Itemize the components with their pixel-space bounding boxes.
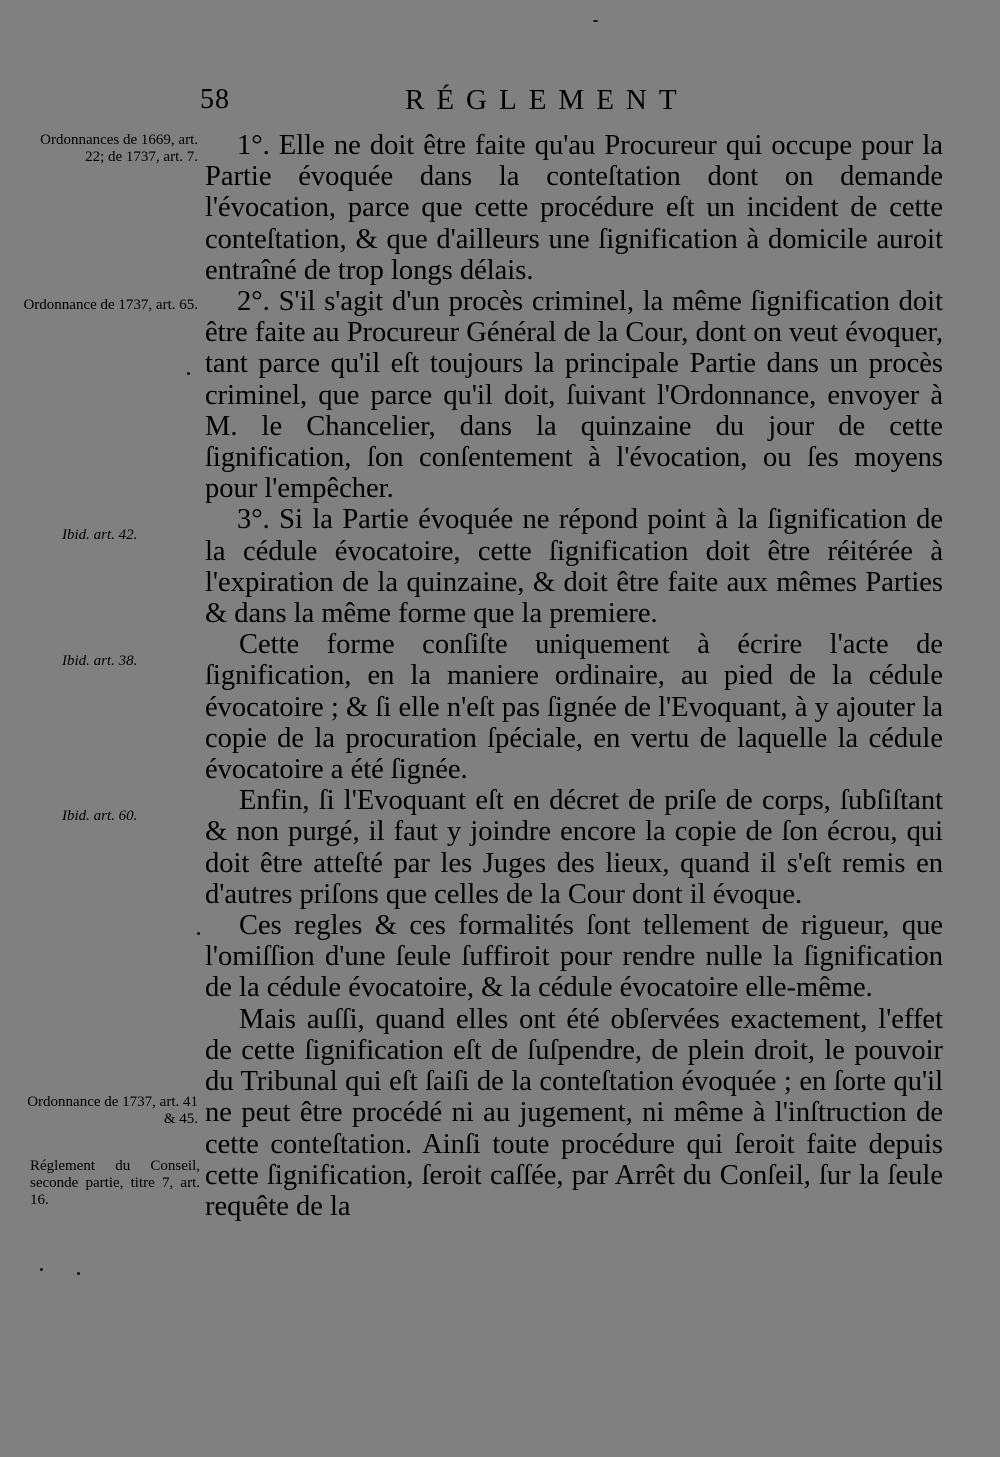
page-number: 58: [200, 84, 230, 115]
paragraph-5: Enfin, ſi l'Evoquant eſt en décret de priſe de corps, ſubſiſtant & non purgé, il faut y joindre encore la copie de ſon écrou, qui doit être atteſté par les Juges des lieux, quand il s'eſt remis en d'autres priſons que celles de la Cour dont il évoque.: [205, 785, 943, 910]
margin-note-ordonnance-1737-65: Ordonnance de 1737, art. 65.: [23, 297, 198, 313]
running-title: RÉGLEMENT: [405, 84, 689, 116]
stray-mark: [593, 20, 598, 22]
main-text: [205, 130, 943, 1222]
stray-mark: [187, 372, 190, 375]
margin-note-ibid-38: Ibid. art. 38.: [62, 653, 138, 669]
paragraph-3: 3°. Si la Partie évoquée ne répond point à la ſignification de la cédule évocatoire, cette ſignification doit être réitérée à l'expiration de la quinzaine, & doit être faite aux mêmes Parties & dans la même forme que la premiere.: [205, 504, 943, 630]
stray-mark: [197, 932, 200, 935]
margin-note-reglement-conseil: Réglement du Conseil, seconde partie, titre 7, art. 16.: [30, 1158, 200, 1208]
stray-mark: [77, 1272, 80, 1275]
paragraph-7: Mais auſſi, quand elles ont été obſervées exactement, l'effet de cette ſignification eſt de ſuſpendre, de plein droit, le pouvoir du Tribunal qui eſt ſaiſi de la conteſtation évoquée ; en ſorte qu'il ne peut être procédé ni au jugement, ni même à l'inſtruction de cette conteſtation. Ainſi toute procédure qui ſeroit faite depuis cette ſignification, ſeroit caſſée, par Arrêt du Conſeil, ſur la ſeule requête de la: [205, 1003, 943, 1222]
paragraph-4: Cette forme conſiſte uniquement à écrire l'acte de ſignification, en la maniere ordinaire, au pied de la cédule évocatoire ; & ſi elle n'eſt pas ſignée de l'Evoquant, à y ajouter la copie de la procuration ſpéciale, en vertu de laquelle la cédule évocatoire a été ſignée.: [205, 629, 943, 786]
margin-note-ibid-60: Ibid. art. 60.: [62, 808, 138, 824]
margin-note-ordonnance-1737-41-45: Ordonnance de 1737, art. 41 & 45.: [27, 1094, 198, 1127]
paragraph-2: 2°. S'il s'agit d'un procès criminel, la même ſignification doit être faite au Procureur Général de la Cour, dont on veut évoquer, tant parce qu'il eſt toujours la principale Partie dans un procès criminel, que parce qu'il doit, ſuivant l'Ordonnance, envoyer à M. le Chancelier, dans la quinzaine du jour de cette ſignification, ſon conſentement à l'évocation, ou ſes moyens pour l'empêcher.: [205, 286, 943, 505]
margin-note-ibid-42: Ibid. art. 42.: [62, 527, 138, 543]
margin-note-ordonnances-1669: Ordonnances de 1669, art. 22; de 1737, art. 7.: [40, 132, 198, 165]
stray-mark: [40, 1268, 43, 1271]
paragraph-6: Ces regles & ces formalités ſont tellement de rigueur, que l'omiſſion d'une ſeule ſuffiroit pour rendre nulle la ſignification de la cédule évocatoire, & la cédule évocatoire elle-même.: [205, 910, 943, 1004]
page-header: [200, 84, 960, 128]
paragraph-1: 1°. Elle ne doit être faite qu'au Procureur qui occupe pour la Partie évoquée dans la conteſtation dont on demande l'évocation, parce que cette procédure eſt un incident de cette conteſtation, & que d'ailleurs une ſignification à domicile auroit entraîné de trop longs délais.: [205, 130, 943, 286]
